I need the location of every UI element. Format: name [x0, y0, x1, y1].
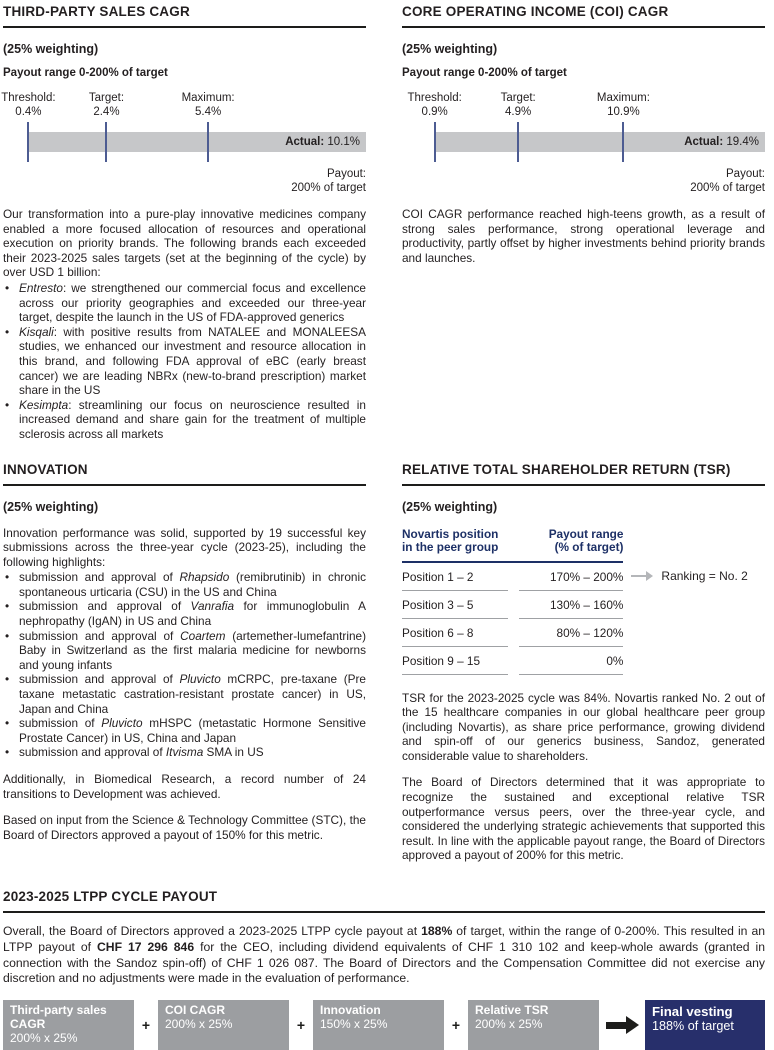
metrics-row [3, 2, 765, 442]
maximum-tick [622, 122, 624, 162]
vesting-formula-row [3, 1000, 765, 1050]
box-title: Third-party sales CAGR [10, 1003, 107, 1032]
tsr-table-row [402, 591, 623, 619]
threshold-value: 0.9% [421, 105, 448, 118]
bullet-icon: • [5, 716, 10, 731]
box-subtitle: 188% of target [652, 1019, 734, 1034]
bullet-icon: • [5, 324, 10, 339]
maximum-caption: Maximum: [596, 92, 650, 104]
metric-payout-box [313, 1000, 444, 1050]
section-third-party-sales-cagr [3, 2, 366, 442]
tsr-payout-cell: 170% – 200% [519, 563, 623, 591]
section-title: THIRD-PARTY SALES CAGR [3, 2, 366, 28]
section-title: CORE OPERATING INCOME (COI) CAGR [402, 2, 765, 28]
final-vesting-box [645, 1000, 765, 1050]
threshold-value: 0.4% [15, 105, 42, 118]
text-segment: : we strengthened our commercial focus and excellence across our priority geographies and exceeded our three-year target, despite the launch in the US of FDA-approved generics [19, 280, 366, 325]
plus-operator: + [451, 1017, 461, 1034]
text-segment: CHF 17 296 846 [96, 939, 195, 954]
maximum-caption: Maximum: [181, 92, 235, 104]
payout-range-label: Payout range 0-200% of target [402, 67, 567, 79]
bullet-item [3, 281, 366, 325]
bullet-text [19, 325, 366, 398]
text-segment: Coartem [180, 628, 226, 643]
commentary-paragraph: Based on input from the Science & Technology Committee (STC), the Board of Directors approved a payout of 150% for this metric. [3, 813, 366, 842]
target-value: 4.9% [505, 105, 532, 118]
text-segment: submission and approval of [19, 672, 180, 687]
payout-value: 200% of target [291, 182, 366, 194]
actual-value: 19.4% [726, 136, 759, 148]
scale-labels [3, 92, 366, 120]
bullet-item [3, 599, 366, 628]
payout-summary-paragraph [3, 924, 765, 987]
text-segment: Kisqali [19, 324, 54, 339]
target-label [501, 92, 536, 119]
text-segment: Kesimpta [19, 397, 69, 412]
payout-note [402, 167, 765, 195]
payout-range-label: Payout range 0-200% of target [3, 67, 168, 79]
payout-bar-area [402, 122, 765, 162]
tsr-col1-header [402, 528, 498, 555]
threshold-label [407, 92, 461, 119]
tsr-payout-table [402, 526, 748, 675]
text-segment: Itvisma [165, 745, 204, 760]
payout-bar-area [3, 122, 366, 162]
section-innovation [3, 460, 366, 864]
tsr-col2-header [549, 528, 624, 555]
payout-scale-chart [3, 92, 366, 195]
actual-label: Actual: [684, 136, 724, 148]
weighting-label: (25% weighting) [402, 42, 498, 56]
box-subtitle: 200% x 25% [10, 1030, 78, 1045]
maximum-label [597, 92, 650, 119]
text-segment: submission of [19, 716, 102, 731]
payout-value: 200% of target [690, 182, 765, 194]
bullet-icon: • [5, 628, 10, 643]
box-subtitle: 150% x 25% [320, 1017, 388, 1032]
target-tick [517, 122, 519, 162]
payout-note [3, 167, 366, 195]
text-segment: 188% [421, 924, 453, 939]
payout-caption: Payout: [327, 168, 366, 180]
bullet-text [19, 716, 366, 745]
bullet-text [19, 398, 366, 442]
text-segment: Pluvicto [101, 716, 143, 731]
header-line: Novartis position [402, 526, 499, 541]
plus-operator: + [141, 1017, 151, 1034]
commentary-paragraph: Additionally, in Biomedical Research, a record number of 24 transitions to Development was achieved. [3, 772, 366, 801]
text-segment: submission and approval of [19, 628, 181, 643]
tsr-payout-cell: 130% – 160% [519, 591, 623, 619]
header-line: in the peer group [402, 540, 499, 554]
maximum-tick [207, 122, 209, 162]
tsr-position-cell: Position 6 – 8 [402, 619, 508, 647]
threshold-caption: Threshold: [1, 92, 56, 104]
text-segment: submission and approval of [19, 745, 166, 760]
maximum-value: 5.4% [194, 105, 222, 118]
tsr-table-header [402, 528, 623, 563]
bullet-icon: • [5, 745, 10, 760]
bullet-icon: • [5, 397, 10, 412]
tsr-table-row [402, 619, 623, 647]
text-segment: Vanrafia [190, 599, 235, 614]
text-segment: Rhapsido [179, 570, 230, 585]
payout-bar [435, 132, 765, 152]
bullet-item [3, 745, 366, 760]
payout-caption: Payout: [726, 168, 765, 180]
threshold-caption: Threshold: [407, 92, 462, 104]
bullet-icon: • [5, 599, 10, 614]
tsr-payout-cell: 80% – 120% [519, 619, 623, 647]
ranking-annotation [631, 569, 747, 583]
metric-payout-box [468, 1000, 599, 1050]
bullet-icon: • [5, 570, 10, 585]
text-segment: : with positive results from NATALEE and MONALEESA studies, we enhanced our investment and resource allocation in this brand, and following FDA approval of eBC (early breast cancer) we are leading NBRx (new-to-brand prescription) market share in the US [19, 324, 366, 398]
payout-bar [28, 132, 366, 152]
bullet-text [19, 629, 366, 673]
box-title: Relative TSR [475, 1003, 549, 1018]
text-segment: (remibrutinib) in chronic spontaneous urticaria (CSU) in the US and China [19, 570, 366, 599]
commentary-paragraph: COI CAGR performance reached high-teens growth, as a result of strong sales performance, strong operational leverage and productivity, partly offset by higher investments behind priority brands and launches. [402, 207, 765, 265]
innovation-bullet-list [3, 570, 366, 760]
box-title: Innovation [320, 1003, 381, 1018]
commentary-paragraph: Innovation performance was solid, supported by 19 successful key submissions across the three-year cycle (2023-25), including the following highlights: [3, 525, 366, 569]
tsr-position-cell: Position 3 – 5 [402, 591, 508, 619]
metric-payout-box [3, 1000, 134, 1050]
text-segment: : streamlining our focus on neuroscience resulted in increased demand and share gain for the treatment of multiple sclerosis across all markets [19, 397, 366, 441]
weighting-label: (25% weighting) [402, 499, 498, 514]
metric-payout-box [158, 1000, 289, 1050]
section-title: RELATIVE TOTAL SHAREHOLDER RETURN (TSR) [402, 460, 765, 486]
bullet-text [19, 599, 366, 628]
arrow-right-icon [599, 1016, 645, 1034]
text-segment: (artemether-lumefantrine) Baby in Switzerland as the first malaria medicine for newborns and young infants [19, 628, 366, 672]
metrics-row [3, 460, 765, 864]
commentary-paragraph: The Board of Directors determined that it was appropriate to recognize the sustained and exceptional relative TSR outperformance versus peers, over the three-year cycle, and considered the underlying strategic achievements that supported this result. In line with the applicable payout range, the Board of Directors approved a payout of 200% for this metric. [402, 775, 765, 863]
text-segment: mCRPC, pre-taxane (Pre taxane metastatic castration-resistant prostate cancer) in US, Japan and China [19, 672, 366, 716]
section-title: 2023-2025 LTPP CYCLE PAYOUT [3, 887, 765, 913]
text-segment: SMA in US [203, 745, 264, 760]
target-caption: Target: [500, 92, 536, 104]
maximum-label [182, 92, 235, 119]
actual-value: 10.1% [327, 136, 360, 148]
tsr-table-row [402, 647, 623, 675]
text-segment: of target, within the range of 0-200%. This resulted in an LTPP payout of [3, 924, 765, 954]
bullet-text [19, 672, 366, 716]
threshold-label [1, 92, 55, 119]
commentary-paragraph: TSR for the 2023-2025 cycle was 84%. Novartis ranked No. 2 out of the 15 healthcare companies in our global healthcare peer group (including Novartis), as share price performance, growing dividend and spin-off of our generics business, Sandoz, generated considerable value to shareholders. [402, 690, 765, 763]
bullet-text [19, 281, 366, 325]
threshold-tick [434, 122, 436, 162]
bullet-item [3, 398, 366, 442]
target-caption: Target: [88, 92, 125, 104]
bullet-icon: • [5, 672, 10, 687]
ranking-arrow-icon [631, 571, 653, 581]
text-segment: Pluvicto [179, 672, 221, 687]
payout-scale-chart [402, 92, 765, 195]
box-subtitle: 200% x 25% [475, 1017, 543, 1032]
box-title: Final vesting [652, 1004, 733, 1020]
bullet-item [3, 629, 366, 673]
text-segment: mHSPC (metastatic Hormone Sensitive Prostate Cancer) in US, China and Japan [19, 716, 366, 745]
text-segment: submission and approval of [19, 570, 180, 585]
section-relative-tsr [402, 460, 765, 864]
weighting-label: (25% weighting) [3, 42, 99, 56]
text-segment: submission and approval of [19, 599, 191, 614]
section-ltpp-cycle-payout [3, 887, 765, 1050]
bullet-item [3, 716, 366, 745]
box-title: COI CAGR [165, 1003, 225, 1018]
header-line: (% of target) [554, 540, 624, 554]
bullet-icon: • [5, 280, 10, 295]
scale-labels [402, 92, 765, 120]
actual-label: Actual: [285, 136, 325, 148]
plus-operator: + [296, 1017, 306, 1034]
maximum-value: 10.9% [607, 105, 640, 118]
ranking-text: Ranking = No. 2 [661, 568, 748, 583]
commentary-paragraph: Our transformation into a pure-play innovative medicines company enabled a more focused allocation of resources and operational execution on priority brands. The following brands each exceeded their 2023-2025 sales targets (set at the beginning of the cycle) by over USD 1 billion: [3, 207, 366, 280]
bullet-item [3, 570, 366, 599]
bullet-text [19, 570, 366, 599]
text-segment: Entresto [19, 280, 63, 295]
tsr-table-row [402, 563, 623, 591]
target-value: 2.4% [93, 105, 120, 118]
weighting-label: (25% weighting) [3, 499, 99, 514]
bullet-item [3, 325, 366, 398]
text-segment: Overall, the Board of Directors approved a 2023-2025 LTPP cycle payout at [3, 924, 422, 939]
box-subtitle: 200% x 25% [165, 1017, 233, 1032]
bullet-text [19, 745, 366, 760]
tsr-position-cell: Position 9 – 15 [402, 647, 508, 675]
text-segment: for the CEO, including dividend equivalents of CHF 1 310 102 and keep-whole awards (granted in connection with the Sandoz spin-off) of CHF 1 026 087. The Board of Directors and the Compensation Committee did not exercise any discretion and no adjustments were made in the evaluation of performance. [3, 939, 765, 986]
target-tick [105, 122, 107, 162]
tsr-payout-cell: 0% [519, 647, 623, 675]
section-title: INNOVATION [3, 460, 366, 486]
brand-bullet-list [3, 281, 366, 442]
bullet-item [3, 672, 366, 716]
header-line: Payout range [548, 526, 624, 541]
tsr-position-cell: Position 1 – 2 [402, 563, 508, 591]
text-segment: for immunoglobulin A nephropathy (IgAN) in US and China [19, 599, 366, 629]
target-label [89, 92, 124, 119]
tsr-table-body [402, 563, 623, 675]
threshold-tick [27, 122, 29, 162]
section-coi-cagr [402, 2, 765, 442]
